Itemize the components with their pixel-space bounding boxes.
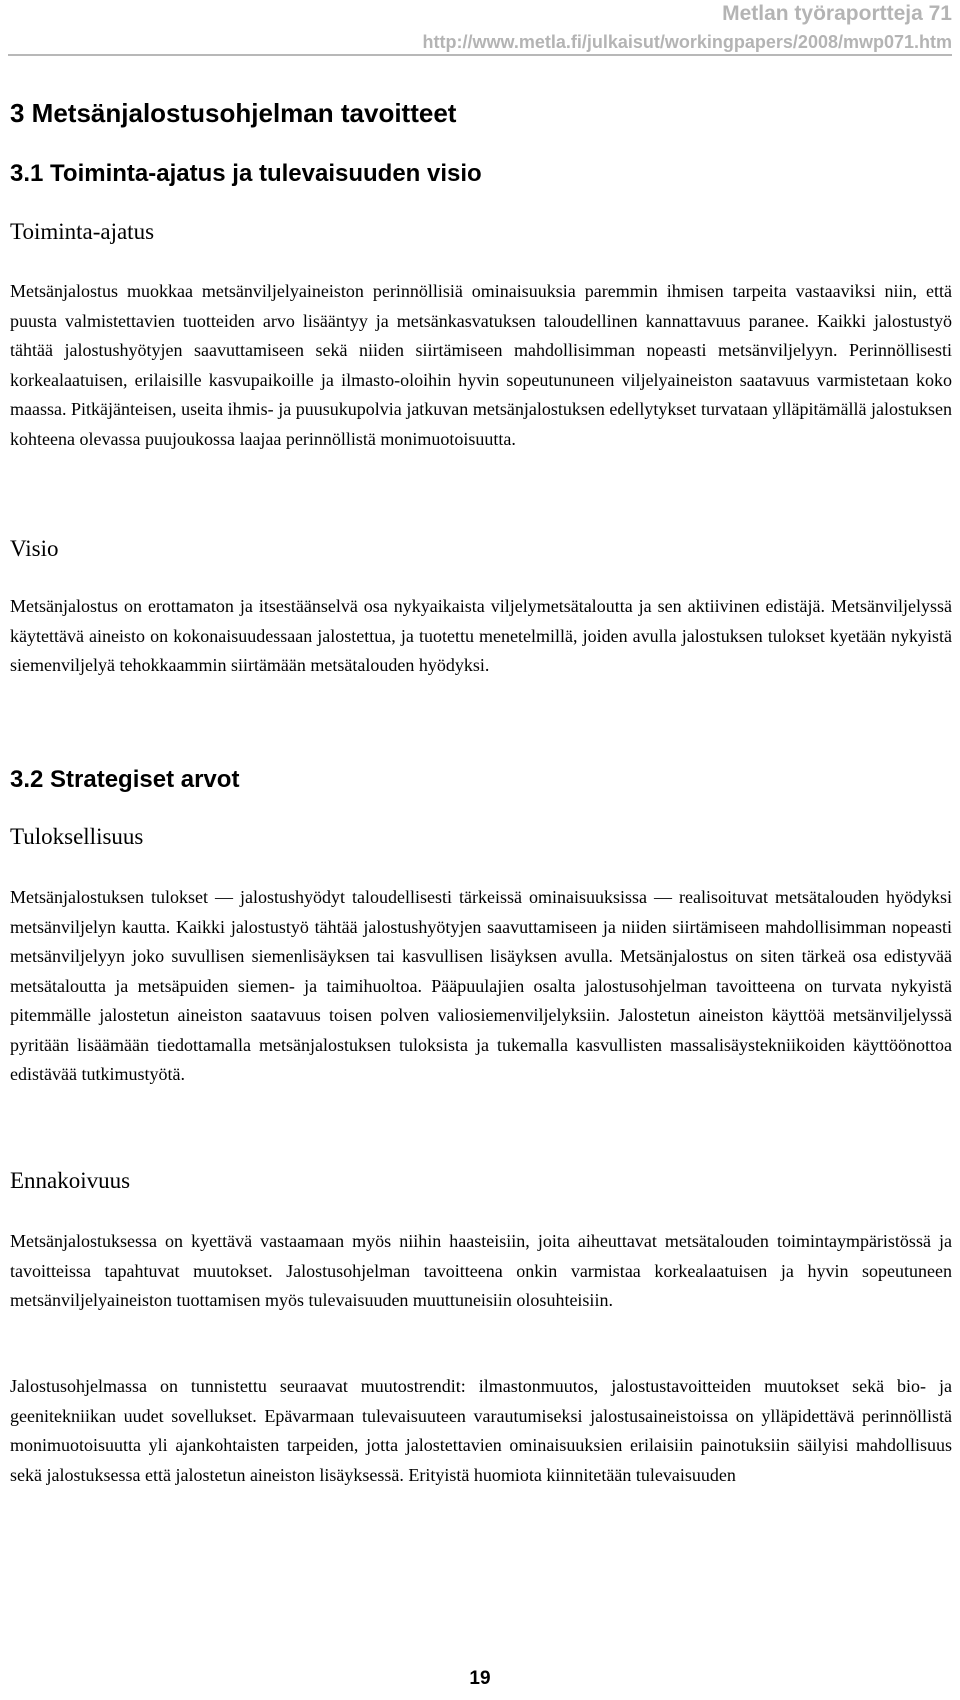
paragraph-ennakoivuus-1: Metsänjalostuksessa on kyettävä vastaamaan myös niihin haasteisiin, joita aiheuttavat metsätalouden toimintaympäristössä ja tavoitteissa tapahtuvat muutokset. Jalostusohjelman tavoitteena onkin varmistaa korkealaatuisen ja hyvin sopeutuneen metsänviljelyaineiston tuottamisen myös tulevaisuuden muuttuneisiin olosuhteisiin.	[10, 1231, 952, 1310]
subheading-ennakoivuus: Ennakoivuus	[10, 1168, 131, 1193]
paragraph-visio: Metsänjalostus on erottamaton ja itsestäänselvä osa nykyaikaista viljelymetsätaloutta ja sen aktiivinen edistäjä. Metsänviljelyssä käytettävä aineisto on kokonaisuudessaan jalostettua, ja tuotettu menetelmillä, joiden avulla jalostuksen tulokset kyetään nykyistä siemenviljelyä tehokkaammin siirtämään metsätalouden hyödyksi.	[10, 596, 952, 675]
paragraph-ennakoivuus-2: Jalostusohjelmassa on tunnistettu seuraavat muutostrendit: ilmastonmuutos, jalostustavoitteiden muutokset sekä bio- ja geenitekniikan uudet sovellukset. Epävarmaan tulevaisuuteen varautumiseksi jalostusaineistoissa on ylläpidettävä perinnöllistä monimuotoisuutta yli ajankohtaisten tarpeiden, jotta jalostettavien ominaisuuksien erilaisiin painotuksiin säilyisi mahdollisuus sekä jalostuksessa että jalostetun aineiston lisäyksessä. Erityistä huomiota kiinnitetään tulevaisuuden	[10, 1376, 952, 1485]
subheading-tuloksellisuus: Tuloksellisuus	[10, 824, 144, 849]
running-header	[423, 0, 952, 56]
subheading-visio: Visio	[10, 536, 59, 561]
header-url: http://www.metla.fi/julkaisut/workingpapers/2008/mwp071.htm	[422, 32, 952, 52]
subheading-toiminta-ajatus: Toiminta-ajatus	[10, 219, 155, 244]
section-heading-3-1: 3.1 Toiminta-ajatus ja tulevaisuuden visio	[10, 160, 482, 187]
section-heading-3-2: 3.2 Strategiset arvot	[10, 766, 240, 793]
header-divider	[8, 54, 952, 56]
page-number: 19	[469, 1668, 491, 1689]
chapter-title: 3 Metsänjalostusohjelman tavoitteet	[10, 98, 457, 128]
header-series-title: Metlan työraportteja 71	[722, 2, 952, 25]
paragraph-tuloksellisuus: Metsänjalostuksen tulokset — jalostushyödyt taloudellisesti tärkeissä ominaisuuksissa — realisoituvat metsätalouden hyödyksi metsänviljelyn kautta. Kaikki jalostustyö tähtää jalostushyötyjen saavuttamiseen ja niiden siirtämiseen mahdollisimman nopeasti metsänviljelyyn joko suvullisen siemenlisäyksen tai kasvullisen lisäyksen avulla. Metsänjalostus on siten tärkeä osa edistyvää metsätaloutta ja metsäpuiden siemen- ja taimihuoltoa. Pääpuulajien osalta jalostusohjelman tavoitteena on turvata nykyistä pitemmälle jalostetun aineiston saatavuus toisen polven valiosiemenviljelyksiin. Jalostetun aineiston käyttöä metsänviljelyssä pyritään lisäämään tiedottamalla metsänjalostuksen tuloksista ja tukemalla kasvullisten massalisäystekniikoiden käyttöönottoa edistävää tutkimustyötä.	[10, 887, 952, 1084]
paragraph-toiminta-ajatus: Metsänjalostus muokkaa metsänviljelyaineiston perinnöllisiä ominaisuuksia paremmin ihmisen tarpeita vastaaviksi niin, että puusta valmistettavien tuotteiden arvo lisääntyy ja metsänkasvatuksen taloudellinen kannattavuus paranee. Kaikki jalostustyö tähtää jalostushyötyjen saavuttamiseen sekä niiden siirtämiseen mahdollisimman nopeasti metsänviljelyyn. Perinnöllisesti korkealaatuisen, erilaisille kasvupaikoille ja ilmasto-oloihin hyvin sopeutununeen viljelyaineiston saatavuus varmistetaan koko maassa. Pitkäjänteisen, useita ihmis- ja puusukupolvia jatkuvan metsänjalostuksen edellytykset turvataan ylläpitämällä jalostuksen kohteena olevassa puujoukossa laajaa perinnöllistä monimuotoisuutta.	[10, 281, 952, 449]
